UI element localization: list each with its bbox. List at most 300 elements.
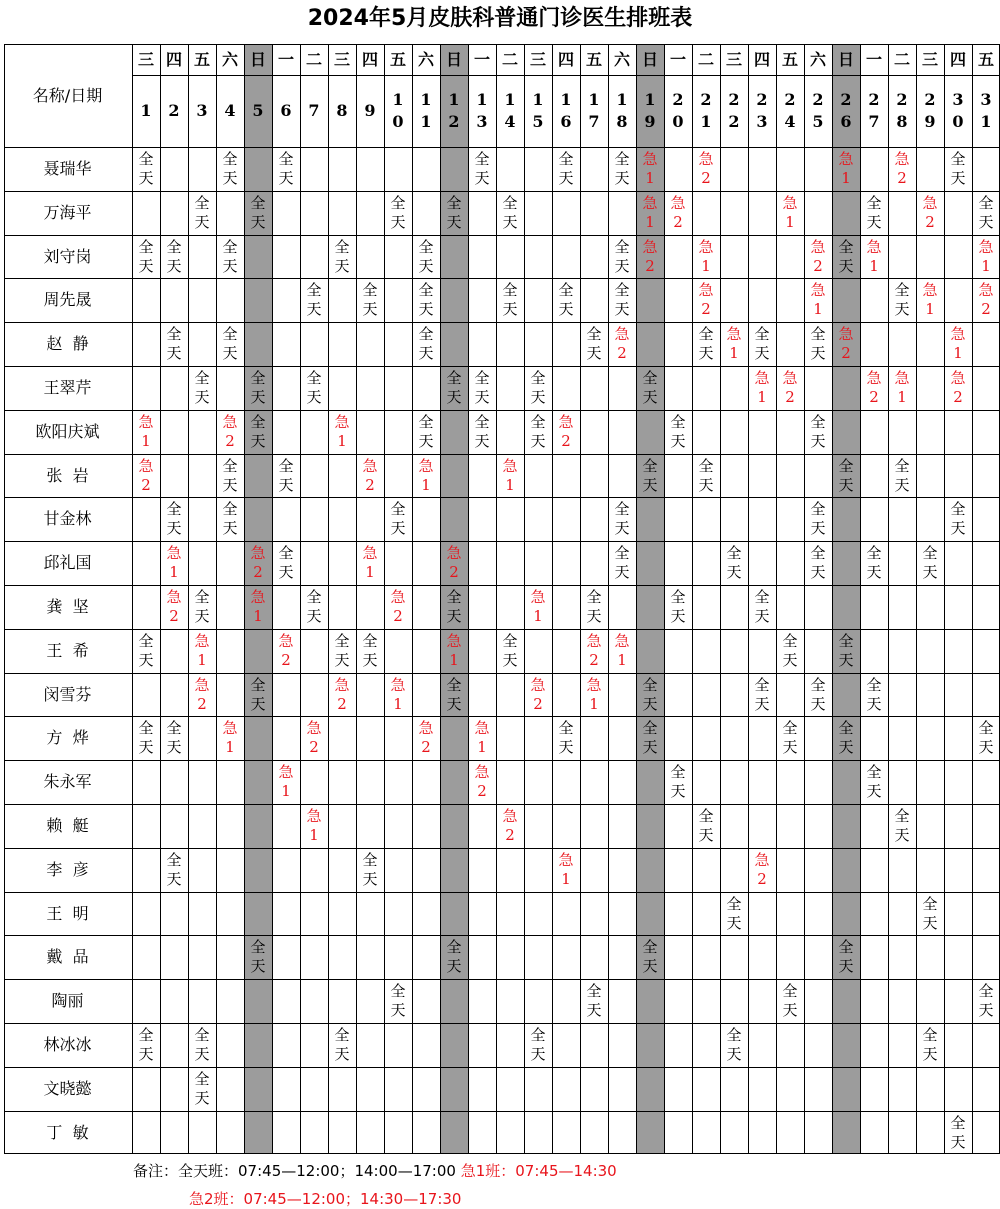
shift-cell-full[interactable]: 全 天 — [866, 544, 882, 582]
shift-cell-e2[interactable]: 急 2 — [502, 807, 518, 844]
shift-cell-full[interactable]: 全 天 — [530, 369, 546, 406]
grid-hline — [4, 322, 1000, 323]
shift-cell-full[interactable]: 全 天 — [726, 544, 742, 582]
day-header-3: 3 — [196, 101, 208, 120]
day-header-17: 1 7 — [588, 90, 600, 131]
shift-cell-e2[interactable]: 急 2 — [838, 325, 854, 363]
day-header-13: 1 3 — [476, 90, 488, 131]
shift-cell-full[interactable]: 全 天 — [586, 982, 602, 1020]
doctor-name: 戴 品 — [46, 947, 89, 967]
shift-cell-e1[interactable]: 急 1 — [362, 544, 378, 582]
weekday-header-25: 六 — [809, 50, 826, 69]
shift-cell-full[interactable]: 全 天 — [390, 193, 406, 231]
shift-cell-full[interactable]: 全 天 — [306, 281, 322, 319]
weekday-header-8: 三 — [333, 50, 350, 69]
shift-cell-full[interactable]: 全 天 — [978, 719, 994, 757]
shift-cell-e1[interactable]: 急 1 — [558, 850, 574, 888]
shift-cell-e2[interactable]: 急 2 — [586, 631, 602, 669]
grid-hline — [4, 673, 1000, 674]
shift-cell-e2[interactable]: 急 2 — [894, 150, 910, 187]
shift-cell-full[interactable]: 全 天 — [754, 588, 770, 625]
shift-cell-e2[interactable]: 急 2 — [166, 588, 182, 625]
day-header-21: 2 1 — [700, 90, 712, 131]
shift-cell-full[interactable]: 全 天 — [810, 412, 826, 450]
weekday-header-28: 二 — [893, 50, 910, 69]
shift-cell-full[interactable]: 全 天 — [362, 631, 378, 669]
shift-cell-full[interactable]: 全 天 — [446, 675, 462, 713]
shift-cell-e2[interactable]: 急 2 — [866, 369, 882, 406]
schedule-table — [4, 44, 996, 1154]
shift-cell-full[interactable]: 全 天 — [390, 982, 406, 1020]
grid-vline — [552, 44, 553, 1154]
shift-cell-e2[interactable]: 急 2 — [698, 150, 714, 187]
grid-hline — [4, 1023, 1000, 1024]
shift-cell-e1[interactable]: 急 1 — [502, 456, 518, 494]
grid-hline — [4, 497, 1000, 498]
doctor-name: 陶丽 — [51, 991, 84, 1011]
grid-vline — [944, 44, 945, 1154]
grid-vline — [160, 44, 161, 1154]
shift-cell-full[interactable]: 全 天 — [978, 982, 994, 1020]
grid-vline — [720, 44, 721, 1154]
shift-cell-e2[interactable]: 急 2 — [558, 412, 574, 450]
shift-cell-full[interactable]: 全 天 — [446, 193, 462, 231]
grid-hline — [4, 235, 1000, 236]
doctor-name: 李 彦 — [46, 859, 89, 879]
shift-cell-full[interactable]: 全 天 — [306, 588, 322, 625]
grid-hline — [4, 147, 1000, 148]
weekday-header-14: 二 — [501, 50, 518, 69]
weekday-header-21: 二 — [697, 50, 714, 69]
day-header-20: 2 0 — [672, 90, 684, 131]
shift-cell-full[interactable]: 全 天 — [670, 412, 686, 450]
note-e1-shift: 急1班：07:45—14:30 — [460, 1162, 617, 1180]
shift-cell-e1[interactable]: 急 1 — [698, 237, 714, 275]
weekday-header-23: 四 — [753, 50, 770, 69]
shift-cell-e2[interactable]: 急 2 — [250, 544, 266, 582]
shift-cell-e1[interactable]: 急 1 — [250, 588, 266, 625]
shift-cell-e1[interactable]: 急 1 — [222, 719, 238, 757]
grid-hline — [4, 44, 1000, 45]
grid-hline — [4, 541, 1000, 542]
day-header-9: 9 — [364, 101, 376, 120]
shift-cell-full[interactable]: 全 天 — [558, 150, 574, 187]
shift-cell-e1[interactable]: 急 1 — [334, 412, 350, 450]
shift-cell-e2[interactable]: 急 2 — [222, 412, 238, 450]
grid-hline-header-split — [132, 75, 1000, 76]
shift-cell-e2[interactable]: 急 2 — [950, 369, 966, 406]
day-header-24: 2 4 — [784, 90, 796, 131]
shift-cell-full[interactable]: 全 天 — [978, 193, 994, 231]
shift-cell-e1[interactable]: 急 1 — [754, 369, 770, 406]
grid-vline — [216, 44, 217, 1154]
doctor-name: 王 明 — [46, 903, 89, 923]
shift-cell-full[interactable]: 全 天 — [838, 631, 854, 669]
grid-vline — [832, 44, 833, 1154]
page-title: 2024年5月皮肤科普通门诊医生排班表 — [307, 6, 693, 31]
shift-cell-full[interactable]: 全 天 — [894, 456, 910, 494]
shift-cell-full[interactable]: 全 天 — [166, 500, 182, 538]
doctor-name: 甘金林 — [43, 509, 92, 529]
shift-cell-full[interactable]: 全 天 — [166, 719, 182, 757]
shift-cell-e2[interactable]: 急 2 — [306, 719, 322, 757]
shift-cell-e2[interactable]: 急 2 — [782, 369, 798, 406]
day-header-12: 1 2 — [448, 90, 460, 131]
shift-cell-full[interactable]: 全 天 — [194, 1069, 210, 1107]
doctor-name: 欧阳庆斌 — [35, 421, 100, 441]
shift-cell-full[interactable]: 全 天 — [362, 850, 378, 888]
doctor-name: 文晓懿 — [43, 1078, 92, 1098]
shift-cell-e2[interactable]: 急 2 — [138, 456, 154, 494]
weekday-header-4: 六 — [221, 50, 238, 69]
grid-hline — [4, 366, 1000, 367]
shift-cell-full[interactable]: 全 天 — [138, 631, 154, 669]
shift-cell-e2[interactable]: 急 2 — [390, 588, 406, 625]
note-full-shift: 全天班：07:45—12:00；14:00—17:00 — [178, 1162, 456, 1180]
day-header-7: 7 — [308, 101, 320, 120]
shift-cell-full[interactable]: 全 天 — [810, 544, 826, 582]
grid-vline — [132, 44, 133, 1154]
day-header-14: 1 4 — [504, 90, 516, 131]
shift-cell-full[interactable]: 全 天 — [950, 150, 966, 187]
shift-cell-full[interactable]: 全 天 — [250, 938, 266, 976]
shift-cell-full[interactable]: 全 天 — [250, 193, 266, 231]
shift-cell-full[interactable]: 全 天 — [558, 281, 574, 319]
shift-cell-full[interactable]: 全 天 — [754, 325, 770, 363]
shift-cell-full[interactable]: 全 天 — [838, 938, 854, 976]
shift-cell-full[interactable]: 全 天 — [922, 1026, 938, 1063]
shift-cell-full[interactable]: 全 天 — [698, 456, 714, 494]
shift-cell-full[interactable]: 全 天 — [278, 544, 294, 582]
shift-cell-full[interactable]: 全 天 — [474, 369, 490, 406]
shift-cell-full[interactable]: 全 天 — [838, 456, 854, 494]
shift-cell-full[interactable]: 全 天 — [166, 237, 182, 275]
shift-cell-full[interactable]: 全 天 — [726, 894, 742, 932]
grid-vline — [188, 44, 189, 1154]
sunday-column-shade-26 — [832, 44, 860, 1154]
shift-cell-full[interactable]: 全 天 — [306, 369, 322, 406]
day-header-25: 2 5 — [812, 90, 824, 131]
shift-cell-full[interactable]: 全 天 — [446, 369, 462, 406]
shift-cell-full[interactable]: 全 天 — [418, 281, 434, 319]
grid-vline — [272, 44, 273, 1154]
shift-cell-e1[interactable]: 急 1 — [306, 807, 322, 844]
doctor-name: 赖 艇 — [46, 816, 89, 835]
grid-hline — [4, 410, 1000, 411]
shift-cell-e1[interactable]: 急 1 — [950, 325, 966, 363]
shift-cell-full[interactable]: 全 天 — [418, 237, 434, 275]
shift-cell-full[interactable]: 全 天 — [614, 150, 630, 187]
shift-cell-full[interactable]: 全 天 — [222, 237, 238, 275]
shift-cell-full[interactable]: 全 天 — [810, 675, 826, 713]
shift-cell-full[interactable]: 全 天 — [838, 719, 854, 757]
shift-cell-full[interactable]: 全 天 — [222, 500, 238, 538]
weekday-header-1: 三 — [137, 50, 154, 69]
shift-cell-full[interactable]: 全 天 — [278, 456, 294, 494]
shift-cell-full[interactable]: 全 天 — [698, 807, 714, 844]
shift-cell-full[interactable]: 全 天 — [950, 500, 966, 538]
shift-cell-e2[interactable]: 急 2 — [334, 675, 350, 713]
weekday-header-13: 一 — [473, 50, 490, 69]
shift-cell-full[interactable]: 全 天 — [194, 1026, 210, 1063]
weekday-header-30: 四 — [949, 50, 966, 69]
shift-cell-full[interactable]: 全 天 — [530, 412, 546, 450]
doctor-name: 王翠芹 — [43, 378, 92, 397]
shift-cell-e1[interactable]: 急 1 — [922, 281, 938, 319]
grid-vline — [384, 44, 385, 1154]
header-corner-label: 名称/日期 — [32, 86, 103, 105]
shift-cell-full[interactable]: 全 天 — [390, 500, 406, 538]
shift-cell-e2[interactable]: 急 2 — [642, 237, 658, 275]
shift-cell-full[interactable]: 全 天 — [922, 894, 938, 932]
weekday-header-24: 五 — [781, 50, 798, 69]
shift-cell-full[interactable]: 全 天 — [194, 369, 210, 406]
grid-hline — [4, 454, 1000, 455]
shift-cell-e1[interactable]: 急 1 — [894, 369, 910, 406]
shift-cell-full[interactable]: 全 天 — [950, 1113, 966, 1151]
shift-cell-e1[interactable]: 急 1 — [390, 675, 406, 713]
shift-cell-full[interactable]: 全 天 — [418, 325, 434, 363]
day-header-19: 1 9 — [644, 90, 656, 131]
shift-cell-full[interactable]: 全 天 — [166, 850, 182, 888]
day-header-26: 2 6 — [840, 90, 852, 131]
doctor-name: 龚 坚 — [46, 597, 89, 616]
shift-cell-full[interactable]: 全 天 — [642, 938, 658, 976]
day-header-8: 8 — [336, 101, 348, 120]
grid-vline — [608, 44, 609, 1154]
shift-cell-e2[interactable]: 急 2 — [194, 675, 210, 713]
day-header-1: 1 — [140, 101, 152, 120]
shift-cell-e2[interactable]: 急 2 — [418, 719, 434, 757]
shift-cell-full[interactable]: 全 天 — [530, 1026, 546, 1063]
shift-cell-e1[interactable]: 急 1 — [782, 193, 798, 231]
shift-cell-e1[interactable]: 急 1 — [642, 193, 658, 231]
weekday-header-7: 二 — [305, 50, 322, 69]
doctor-name: 邱礼国 — [43, 553, 92, 573]
shift-cell-full[interactable]: 全 天 — [894, 281, 910, 319]
shift-cell-e2[interactable]: 急 2 — [474, 763, 490, 801]
day-header-30: 3 0 — [952, 90, 964, 131]
grid-vline — [692, 44, 693, 1154]
note-e2-shift: 急2班：07:45—12:00；14:30—17:30 — [189, 1190, 462, 1208]
shift-cell-full[interactable]: 全 天 — [250, 675, 266, 713]
shift-cell-e1[interactable]: 急 1 — [138, 412, 154, 450]
grid-vline — [244, 44, 245, 1154]
grid-vline — [580, 44, 581, 1154]
shift-cell-full[interactable]: 全 天 — [754, 675, 770, 713]
shift-cell-full[interactable]: 全 天 — [642, 369, 658, 406]
shift-cell-full[interactable]: 全 天 — [866, 193, 882, 231]
weekday-header-27: 一 — [865, 50, 882, 69]
grid-hline — [4, 191, 1000, 192]
grid-hline — [4, 716, 1000, 717]
shift-cell-full[interactable]: 全 天 — [334, 631, 350, 669]
grid-hline — [4, 892, 1000, 893]
shift-cell-e1[interactable]: 急 1 — [810, 281, 826, 319]
shift-cell-e2[interactable]: 急 2 — [446, 544, 462, 582]
shift-cell-full[interactable]: 全 天 — [782, 982, 798, 1020]
shift-cell-full[interactable]: 全 天 — [782, 631, 798, 669]
shift-cell-full[interactable]: 全 天 — [502, 193, 518, 231]
shift-cell-full[interactable]: 全 天 — [502, 281, 518, 319]
shift-cell-full[interactable]: 全 天 — [474, 412, 490, 450]
shift-cell-e1[interactable]: 急 1 — [978, 237, 994, 275]
shift-cell-e2[interactable]: 急 2 — [670, 193, 686, 231]
shift-cell-full[interactable]: 全 天 — [642, 719, 658, 757]
shift-cell-full[interactable]: 全 天 — [614, 500, 630, 538]
shift-cell-full[interactable]: 全 天 — [894, 807, 910, 844]
shift-cell-e2[interactable]: 急 2 — [278, 631, 294, 669]
shift-cell-e2[interactable]: 急 2 — [922, 193, 938, 231]
shift-cell-full[interactable]: 全 天 — [558, 719, 574, 757]
day-header-4: 4 — [224, 101, 236, 120]
grid-vline — [468, 44, 469, 1154]
shift-cell-full[interactable]: 全 天 — [250, 369, 266, 406]
doctor-name: 刘守岗 — [43, 246, 92, 266]
weekday-header-18: 六 — [613, 50, 630, 69]
grid-vline — [300, 44, 301, 1154]
shift-cell-full[interactable]: 全 天 — [866, 763, 882, 801]
shift-cell-e1[interactable]: 急 1 — [838, 150, 854, 187]
shift-cell-e1[interactable]: 急 1 — [194, 631, 210, 669]
doctor-name: 丁 敏 — [46, 1122, 89, 1142]
shift-cell-full[interactable]: 全 天 — [446, 938, 462, 976]
grid-vline — [412, 44, 413, 1154]
grid-hline — [4, 629, 1000, 630]
shift-cell-full[interactable]: 全 天 — [866, 675, 882, 713]
shift-cell-full[interactable]: 全 天 — [166, 325, 182, 363]
shift-cell-full[interactable]: 全 天 — [614, 544, 630, 582]
doctor-name: 王 希 — [46, 640, 89, 660]
day-header-11: 1 1 — [420, 90, 432, 131]
day-header-29: 2 9 — [924, 90, 936, 131]
grid-hline — [4, 278, 1000, 279]
grid-vline — [356, 44, 357, 1154]
day-header-23: 2 3 — [756, 90, 768, 131]
grid-vline — [776, 44, 777, 1154]
weekday-header-19: 日 — [641, 50, 658, 69]
notes-line-1 — [133, 1160, 617, 1181]
shift-cell-full[interactable]: 全 天 — [334, 1026, 350, 1063]
shift-cell-full[interactable]: 全 天 — [810, 500, 826, 538]
shift-cell-full[interactable]: 全 天 — [642, 456, 658, 494]
weekday-header-12: 日 — [445, 50, 462, 69]
shift-cell-full[interactable]: 全 天 — [362, 281, 378, 319]
shift-cell-full[interactable]: 全 天 — [334, 237, 350, 275]
shift-cell-e2[interactable]: 急 2 — [754, 850, 770, 888]
shift-cell-full[interactable]: 全 天 — [194, 193, 210, 231]
grid-vline — [328, 44, 329, 1154]
shift-cell-full[interactable]: 全 天 — [810, 325, 826, 363]
shift-cell-full[interactable]: 全 天 — [138, 719, 154, 757]
shift-cell-e1[interactable]: 急 1 — [726, 325, 742, 363]
doctor-name: 林冰冰 — [43, 1035, 92, 1054]
grid-vline — [4, 44, 5, 1154]
shift-cell-full[interactable]: 全 天 — [222, 325, 238, 363]
shift-cell-full[interactable]: 全 天 — [222, 150, 238, 187]
weekday-header-6: 一 — [277, 50, 294, 69]
weekday-header-16: 四 — [557, 50, 574, 69]
day-header-6: 6 — [280, 101, 292, 120]
grid-hline — [4, 760, 1000, 761]
shift-cell-full[interactable]: 全 天 — [222, 456, 238, 494]
weekday-header-17: 五 — [585, 50, 602, 69]
weekday-header-11: 六 — [417, 50, 434, 69]
shift-cell-e1[interactable]: 急 1 — [166, 544, 182, 582]
shift-cell-e1[interactable]: 急 1 — [418, 456, 434, 494]
grid-vline — [972, 44, 973, 1154]
weekday-header-2: 四 — [165, 50, 182, 69]
shift-cell-e1[interactable]: 急 1 — [866, 237, 882, 275]
shift-cell-e2[interactable]: 急 2 — [698, 281, 714, 319]
grid-vline — [440, 44, 441, 1154]
shift-cell-e1[interactable]: 急 1 — [586, 675, 602, 713]
day-header-2: 2 — [168, 101, 180, 120]
shift-cell-full[interactable]: 全 天 — [782, 719, 798, 757]
doctor-name: 聂瑞华 — [43, 159, 92, 178]
shift-cell-full[interactable]: 全 天 — [446, 588, 462, 625]
doctor-name: 闵雪芬 — [43, 684, 92, 704]
shift-cell-e2[interactable]: 急 2 — [978, 281, 994, 319]
shift-cell-full[interactable]: 全 天 — [502, 631, 518, 669]
shift-cell-full[interactable]: 全 天 — [194, 588, 210, 625]
shift-cell-full[interactable]: 全 天 — [586, 588, 602, 625]
shift-cell-full[interactable]: 全 天 — [418, 412, 434, 450]
weekday-header-5: 日 — [249, 50, 266, 69]
grid-vline — [496, 44, 497, 1154]
shift-cell-full[interactable]: 全 天 — [614, 237, 630, 275]
grid-hline — [4, 585, 1000, 586]
shift-cell-e1[interactable]: 急 1 — [530, 588, 546, 625]
weekday-header-9: 四 — [361, 50, 378, 69]
shift-cell-full[interactable]: 全 天 — [474, 150, 490, 187]
grid-hline — [4, 979, 1000, 980]
weekday-header-20: 一 — [669, 50, 686, 69]
grid-vline — [664, 44, 665, 1154]
grid-hline — [4, 1111, 1000, 1112]
shift-cell-full[interactable]: 全 天 — [138, 150, 154, 187]
shift-cell-full[interactable]: 全 天 — [614, 281, 630, 319]
shift-cell-full[interactable]: 全 天 — [726, 1026, 742, 1063]
shift-cell-full[interactable]: 全 天 — [642, 675, 658, 713]
shift-cell-full[interactable]: 全 天 — [138, 237, 154, 275]
shift-cell-full[interactable]: 全 天 — [138, 1026, 154, 1063]
shift-cell-full[interactable]: 全 天 — [250, 412, 266, 450]
shift-cell-full[interactable]: 全 天 — [586, 325, 602, 363]
doctor-name: 万海平 — [43, 202, 92, 222]
shift-cell-full[interactable]: 全 天 — [698, 325, 714, 363]
shift-cell-full[interactable]: 全 天 — [278, 150, 294, 187]
shift-cell-e1[interactable]: 急 1 — [474, 719, 490, 757]
weekday-header-22: 三 — [725, 50, 742, 69]
shift-cell-e1[interactable]: 急 1 — [614, 631, 630, 669]
shift-cell-full[interactable]: 全 天 — [670, 588, 686, 625]
shift-cell-full[interactable]: 全 天 — [670, 763, 686, 801]
shift-cell-e1[interactable]: 急 1 — [446, 631, 462, 669]
weekday-header-10: 五 — [389, 50, 406, 69]
shift-cell-full[interactable]: 全 天 — [838, 237, 854, 275]
day-header-16: 1 6 — [560, 90, 572, 131]
grid-hline — [4, 1067, 1000, 1068]
shift-cell-e2[interactable]: 急 2 — [530, 675, 546, 713]
shift-cell-e1[interactable]: 急 1 — [642, 150, 658, 187]
shift-cell-e2[interactable]: 急 2 — [362, 456, 378, 494]
doctor-name: 周先晟 — [43, 290, 92, 310]
shift-cell-e1[interactable]: 急 1 — [278, 763, 294, 801]
shift-cell-e2[interactable]: 急 2 — [810, 237, 826, 275]
shift-cell-full[interactable]: 全 天 — [922, 544, 938, 582]
shift-cell-e2[interactable]: 急 2 — [614, 325, 630, 363]
